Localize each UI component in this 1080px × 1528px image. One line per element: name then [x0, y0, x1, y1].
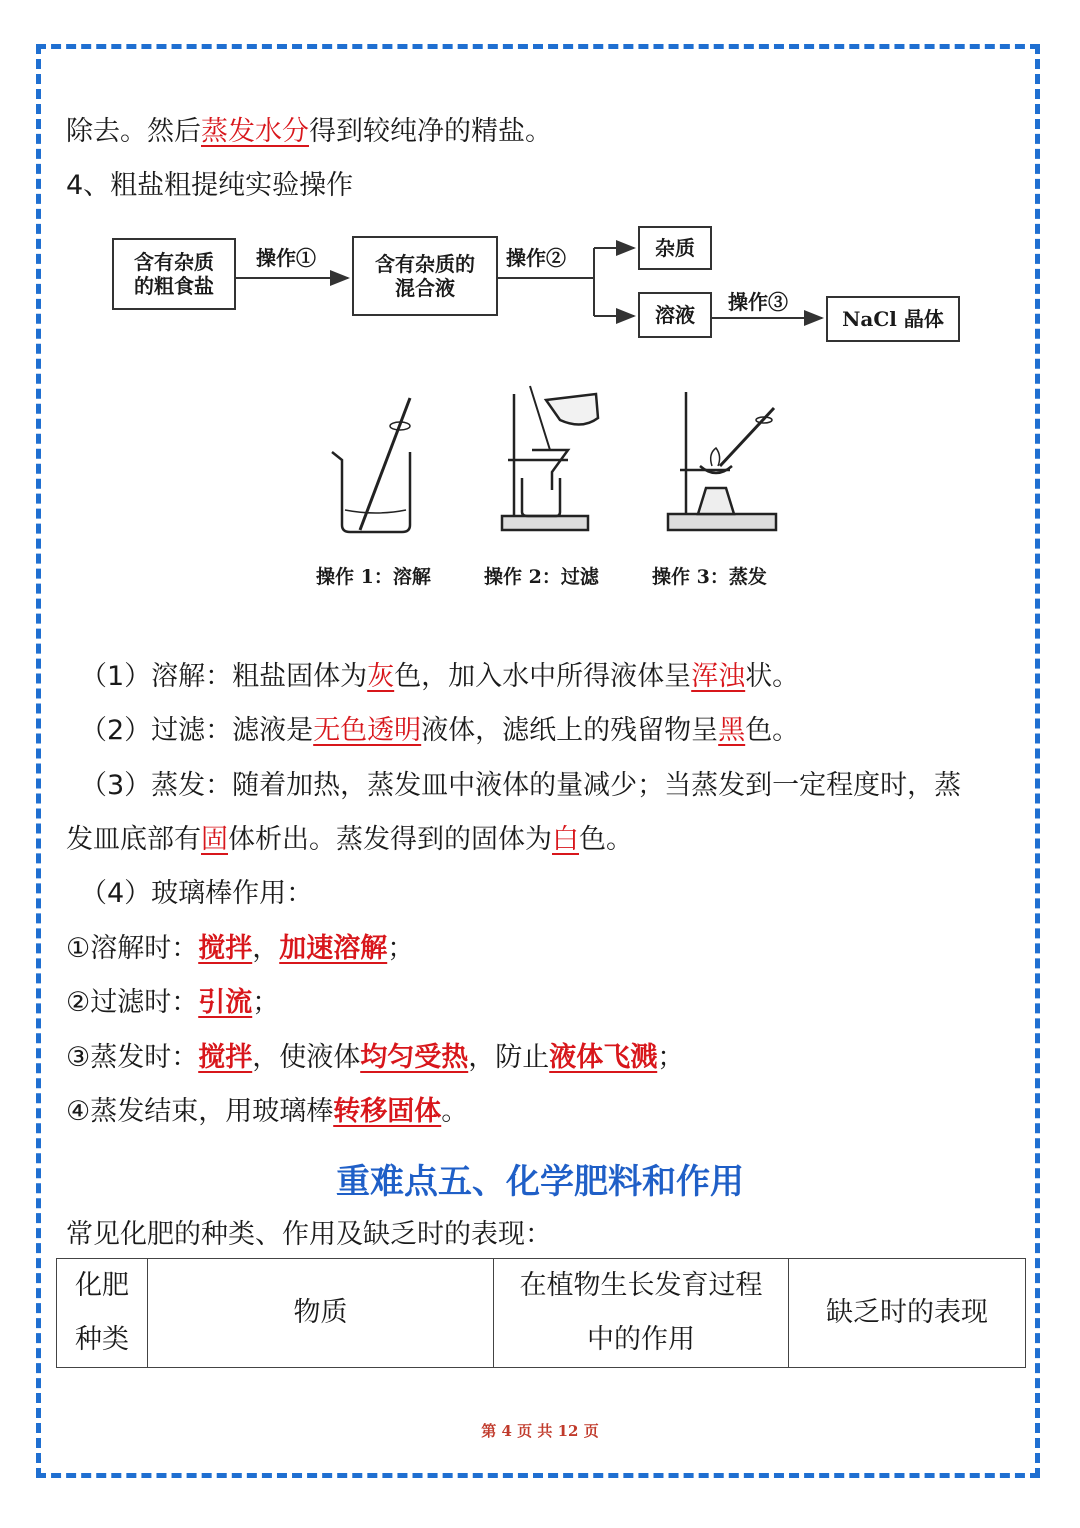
answer-highlight: 搅拌 — [198, 1042, 253, 1073]
text-line-rod-2 — [66, 985, 279, 1021]
section-heading: 重难点五、化学肥料和作用 — [336, 1162, 744, 1202]
text-segment: 色。 — [579, 824, 633, 855]
text-line-glass-rod: （4）玻璃棒作用： — [80, 878, 314, 909]
flow-box-text: 含有杂质的 — [375, 252, 475, 276]
header-role — [494, 1259, 789, 1368]
text-segment: ， — [252, 933, 280, 964]
flowchart-arrows — [0, 0, 1080, 360]
text-segment: 发皿底部有 — [66, 824, 201, 855]
text-segment: ④蒸发结束，用玻璃棒 — [66, 1096, 334, 1127]
text-line-rod-1 — [66, 931, 414, 967]
flow-box-text: 含有杂质 — [134, 250, 214, 274]
header-text: 中的作用 — [587, 1324, 695, 1355]
header-text: 种类 — [75, 1324, 129, 1355]
text-segment: 除去。然后 — [66, 116, 201, 147]
answer-highlight: 无色透明 — [313, 715, 422, 746]
text-line-dissolve — [80, 659, 799, 695]
op2-label: 操作② — [506, 246, 566, 270]
fertilizer-table — [56, 1258, 1026, 1368]
flow-box-impurity: 杂质 — [638, 226, 712, 270]
caption-filter: 操作 2：过滤 — [484, 566, 599, 588]
flow-box-solution: 溶液 — [638, 292, 712, 338]
answer-highlight: 白 — [552, 824, 579, 855]
subsection-title: 4、粗盐粗提纯实验操作 — [66, 170, 354, 201]
answer-highlight: 蒸发水分 — [201, 116, 309, 147]
text-line-evaporate-cont — [66, 822, 633, 858]
answer-highlight: 灰 — [367, 661, 395, 692]
header-fertilizer-type — [57, 1259, 148, 1368]
page-footer: 第 4 页 共 12 页 — [481, 1422, 599, 1440]
text-line-rod-4 — [66, 1094, 468, 1130]
text-line-rod-3 — [66, 1040, 684, 1076]
text-segment: （1）溶解：粗盐固体为 — [80, 661, 368, 692]
answer-highlight: 转移固体 — [333, 1096, 442, 1127]
text-segment: 液体，滤纸上的残留物呈 — [421, 715, 719, 746]
op1-label: 操作① — [256, 246, 316, 270]
answer-highlight: 浑浊 — [691, 661, 746, 692]
answer-highlight: 均匀受热 — [360, 1042, 469, 1073]
text-segment: 色，加入水中所得液体呈 — [394, 661, 692, 692]
header-deficiency: 缺乏时的表现 — [789, 1259, 1026, 1368]
header-text: 在植物生长发育过程 — [519, 1270, 763, 1301]
text-segment: ②过滤时： — [66, 987, 199, 1018]
evaporation-setup-icon — [668, 392, 776, 530]
caption-evaporate: 操作 3：蒸发 — [652, 566, 767, 588]
text-segment: 状。 — [745, 661, 800, 692]
header-text: 化肥 — [75, 1270, 129, 1301]
text-segment: 得到较纯净的精盐。 — [309, 116, 552, 147]
answer-highlight: 黑 — [718, 715, 746, 746]
text-segment: ； — [252, 987, 280, 1018]
flow-box-text: 混合液 — [395, 276, 455, 300]
text-segment: ，防止 — [468, 1042, 550, 1073]
text-line-filter — [80, 713, 799, 749]
caption-dissolve: 操作 1：溶解 — [316, 566, 431, 588]
table-intro: 常见化肥的种类、作用及缺乏时的表现： — [66, 1219, 552, 1250]
answer-highlight: 液体飞溅 — [549, 1042, 658, 1073]
text-segment: 。 — [441, 1096, 469, 1127]
text-segment: ，使液体 — [252, 1042, 361, 1073]
flow-box-text: 的粗食盐 — [134, 274, 214, 298]
text-segment: ； — [387, 933, 415, 964]
text-segment: ①溶解时： — [66, 933, 199, 964]
header-substance: 物质 — [148, 1259, 494, 1368]
dissolve-beaker-icon — [332, 398, 410, 532]
op3-label: 操作③ — [728, 290, 788, 314]
filtration-setup-icon — [502, 386, 598, 530]
flow-box-nacl-crystal: NaCl 晶体 — [826, 296, 960, 342]
text-segment: 体析出。蒸发得到的固体为 — [228, 824, 552, 855]
text-segment: ； — [657, 1042, 685, 1073]
text-segment: （2）过滤：滤液是 — [80, 715, 314, 746]
answer-highlight: 加速溶解 — [279, 933, 388, 964]
text-line-evaporate: （3）蒸发：随着加热，蒸发皿中液体的量减少；当蒸发到一定程度时，蒸 — [80, 770, 962, 801]
text-segment: ③蒸发时： — [66, 1042, 199, 1073]
text-segment: 色。 — [745, 715, 800, 746]
apparatus-illustrations — [0, 370, 1080, 550]
table-header-row — [57, 1259, 1026, 1368]
answer-highlight: 搅拌 — [198, 933, 253, 964]
answer-highlight: 固 — [201, 824, 228, 855]
answer-highlight: 引流 — [198, 987, 253, 1018]
